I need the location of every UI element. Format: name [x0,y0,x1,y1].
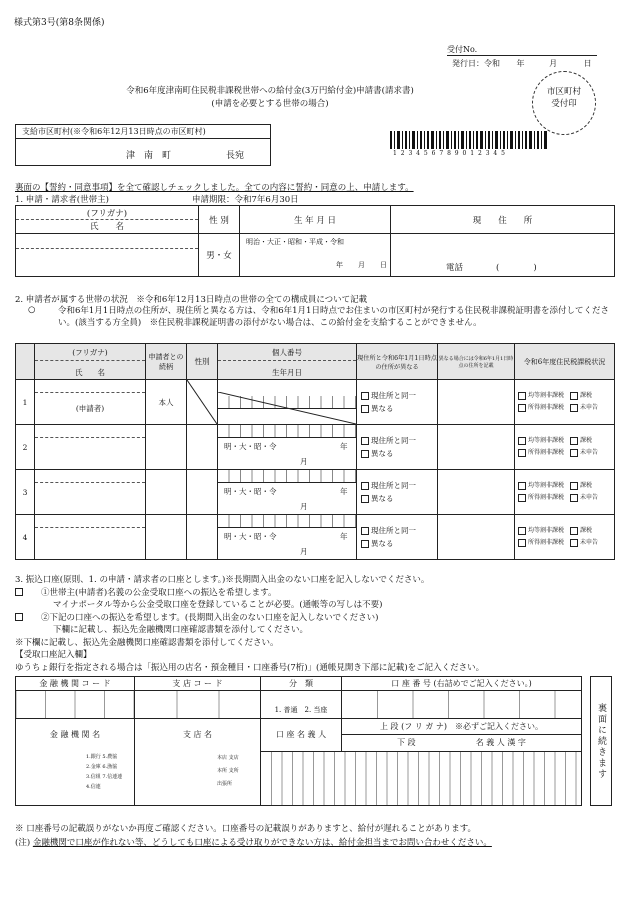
section1-heading: 1. 申請・請求者(世帯主) [15,195,109,205]
footer-note1: ※ 口座番号の記載誤りがないか再度ご確認ください。口座番号の記載誤りがありますと、給付が遅れることがあります。 [15,824,477,834]
birth-input[interactable]: 明治・大正・昭和・平成・令和 年 月 日 [240,234,391,277]
table-row [16,380,615,425]
birth-header: 生 年 月 日 [240,206,391,234]
sex-cell [187,380,218,425]
tax-status[interactable]: 均等割非課税 課税 所得割非課税 未申告 [515,515,615,560]
col-jan1: 現住所と令和6年1月1日時点の住所が異なる [357,344,438,380]
row-number: 4 [16,515,35,560]
section2-note: 令和6年1月1日時点の住所が、現住所と異なる方は、令和6年1月1日時点でお住まいの市区町村が発行する住民税非課税証明書を添付してください。(該当する方全員) ※住民税非課税証明書の添付がない場合は、この給付金を支給することができません。 [58,306,609,328]
mynumber-cell[interactable] [218,380,357,425]
row-number: 3 [16,470,35,515]
jan1-check[interactable]: 現住所と同一 異なる [357,515,438,560]
bank-code-header: 金 融 機 関 コ ー ド [16,677,135,691]
barcode [390,131,550,149]
jan1-check[interactable]: 現住所と同一 異なる [357,470,438,515]
sex-options[interactable]: 男・女 [199,234,240,277]
acct-no-input[interactable] [342,691,582,719]
account-table [15,676,582,806]
form-id: 様式第3号(第8条関係) [14,18,105,28]
issue-date: 発行日：令和 年 月 日 [452,59,592,68]
relation[interactable] [146,470,187,515]
holder-header-right: 上 段 (フ リ ガ ナ) ※必ずご記入ください。 下 段 名 義 人 漢 字 [342,719,582,751]
barcode-digits: 1 2 3 4 5 6 7 8 9 0 1 2 3 4 5 [393,150,506,157]
jan1-check[interactable]: 現住所と同一 異なる [357,425,438,470]
col-jan1-addr: 異なる場合には令和6年1月1日時点の住所を記載 [438,344,515,380]
kind-options[interactable]: 1. 普通 2. 当座 [261,691,342,719]
mynumber-cell[interactable]: 明・大・昭・令 年 月 [218,470,357,515]
consent-statement: 裏面の【誓約・同意事項】を全て確認しチェックしました。全ての内容に誓約・同意の上、申請します。 [15,183,414,193]
sex-cell[interactable] [187,515,218,560]
col-name: (フリガナ) 氏 名 [35,344,146,380]
address-input[interactable]: 電話 ( ) [391,234,615,277]
bank-name-cell[interactable]: 金 融 機 関 名 1.銀行 5.農協 2.金庫 6.漁協 3.信組 7.信連連 4.信連 [16,719,135,806]
relation: 本人 [146,380,187,425]
jan1-address[interactable] [438,380,515,425]
col-mynumber: 個人番号 生年月日 [218,344,357,380]
sex-header: 性 別 [199,206,240,234]
bullet: ○ [28,305,36,315]
applicant-table [15,205,615,277]
municipality-box: 支給市区町村(※令和6年12月13日時点の市区町村) 津 南 町 長宛 [15,124,271,166]
mynumber-cell[interactable]: 明・大・昭・令 年 月 [218,515,357,560]
tax-status[interactable]: 均等割非課税 課税 所得割非課税 未申告 [515,380,615,425]
member-name[interactable] [35,470,146,515]
table-row [16,425,615,470]
bank-code-input[interactable] [16,691,135,719]
continued-on-back: 裏面に続きます [590,676,612,806]
page-title: 令和6年度津南町住民税非課税世帯への給付金(3万円給付金)申請書(請求書) (申請を必要とする世帯の場合) [126,86,414,109]
section3-text [15,574,625,674]
holder-header: 口 座 名 義 人 [261,719,342,751]
table-row [16,515,615,560]
sex-cell[interactable] [187,470,218,515]
relation[interactable] [146,515,187,560]
tax-status[interactable]: 均等割非課税 課税 所得割非課税 未申告 [515,470,615,515]
reception-stamp: 市区町村 受付印 [532,71,596,135]
mynumber-cell[interactable]: 明・大・昭・令 年 月 [218,425,357,470]
jan1-address[interactable] [438,515,515,560]
applicant-name-header: (フリガナ) 氏 名 [16,206,199,234]
jan1-check[interactable]: 現住所と同一 異なる [357,380,438,425]
table-row [16,470,615,515]
member-name[interactable]: (申請者) [35,380,146,425]
tax-status[interactable]: 均等割非課税 課税 所得割非課税 未申告 [515,425,615,470]
section3-heading: 3. 振込口座(原則、1. の申請・請求者の口座とします。)※長期間入出金のない口座を記入しないでください。 [15,575,430,585]
jan1-address[interactable] [438,470,515,515]
branch-name-cell[interactable]: 支 店 名 本店 支店 本所 支所 出張所 [135,719,261,806]
branch-code-header: 支 店 コ ー ド [135,677,261,691]
option2-note: 下欄に記載し、振込先金融機関口座確認書類を添付してください。 [53,625,309,635]
col-sex: 性別 [187,344,218,380]
option1-note: マイナポータル等から公金受取口座を登録していることが必要。(通帳等の写しは不要) [53,600,383,610]
address-header: 現 住 所 [391,206,615,234]
relation[interactable] [146,425,187,470]
fill-title: 【受取口座記入欄】 [15,650,92,660]
col-tax: 令和6年度住民税課税状況 [515,344,615,380]
applicant-name-input[interactable] [16,234,199,277]
section2-heading: 2. 申請者が属する世帯の状況 ※令和6年12月13日時点の世帯の全ての構成員について記載 [15,295,368,305]
deadline: 申請期限：令和7年6月30日 [192,195,299,205]
note3: ※下欄に記載し、振込先金融機関口座確認書類を添付してください。 [15,637,279,648]
member-name[interactable] [35,425,146,470]
household-table [15,343,615,560]
acct-no-header: 口 座 番 号 (右詰めでご記入ください。) [342,677,582,691]
branch-code-input[interactable] [135,691,261,719]
sex-cell[interactable] [187,425,218,470]
kind-header: 分 類 [261,677,342,691]
receipt-no: 受付No. [447,44,597,56]
row-number: 1 [16,380,35,425]
footer-note2: (注) 金融機関で口座が作れない等、どうしても口座による受け取りができない方は、給付金担当までお問い合わせください。 [15,838,492,848]
yucho-note: ゆうちょ銀行を指定される場合は「振込用の店名・預金種目・口座番号(7桁)」(通帳見開き下部に記載)をご記入ください。 [15,662,485,673]
option2[interactable]: ②下記の口座への振込を希望します。(長期間入出金のない口座を記入しないでください) [15,612,625,625]
holder-input[interactable] [261,751,582,805]
row-number: 2 [16,425,35,470]
option1[interactable]: ①世帯主(申請者)名義の公金受取口座への振込を希望します。 [15,587,625,600]
jan1-address[interactable] [438,425,515,470]
col-relation: 申請者との続柄 [146,344,187,380]
member-name[interactable] [35,515,146,560]
